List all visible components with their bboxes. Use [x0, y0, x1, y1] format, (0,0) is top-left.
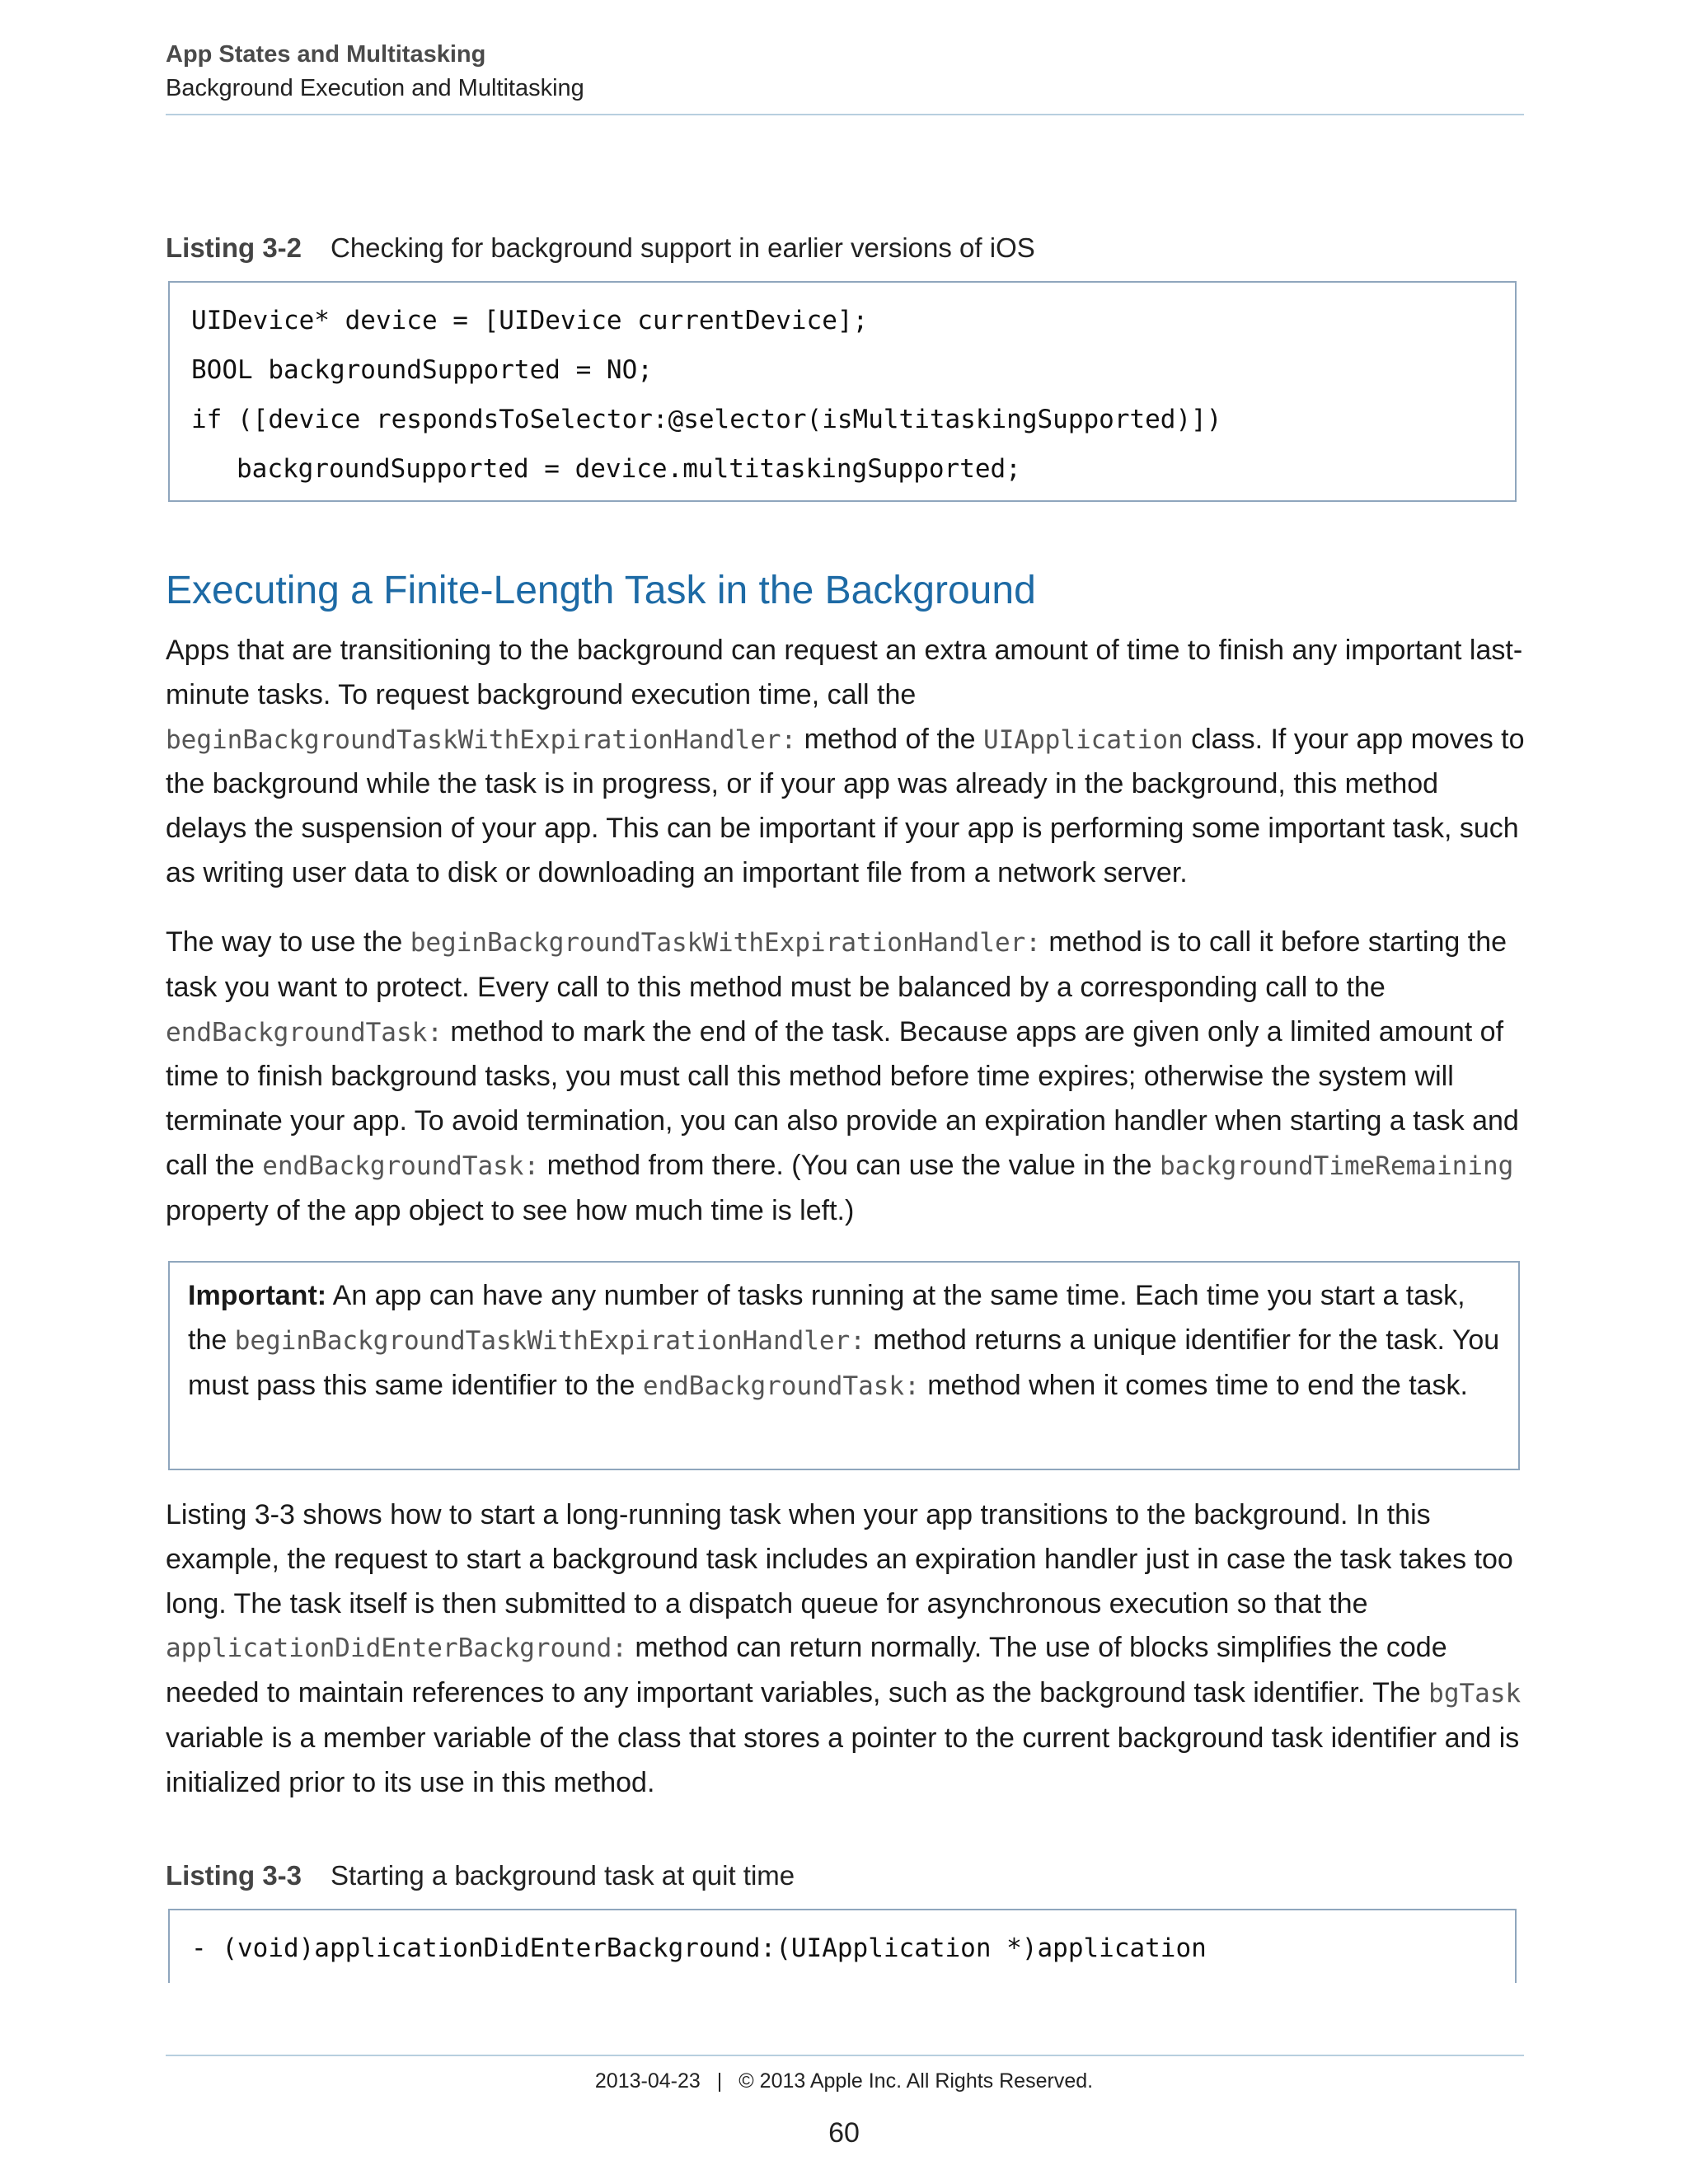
listing-3-2-code-block	[168, 281, 1517, 502]
listing-title: Checking for background support in earlier versions of iOS	[331, 232, 1035, 263]
text-run: Listing 3-3 shows how to start a long-running task when your app transitions to the background. In this example, the request to start a background task includes an expiration handler just in case the task takes too long. The task itself is then submitted to a dispatch queue for asynchronous execution so that the	[166, 1499, 1513, 1619]
important-note-box	[168, 1261, 1520, 1470]
code-line: if ([device respondsToSelector:@selector(isMultitaskingSupported)])	[191, 405, 1222, 434]
text-run: method from there. (You can use the value in the	[539, 1149, 1160, 1181]
text-run: property of the app object to see how much time is left.)	[166, 1194, 855, 1226]
footer	[0, 2064, 1688, 2097]
footer-copyright: © 2013 Apple Inc. All Rights Reserved.	[738, 2069, 1094, 2093]
code-symbol: bgTask	[1428, 1679, 1522, 1709]
listing-3-2-caption	[166, 231, 1035, 265]
text-run: method when it comes time to end the task.	[919, 1369, 1468, 1401]
code-symbol: endBackgroundTask:	[642, 1371, 920, 1401]
text-run: simplifies the code needed to maintain references to any important variables, such as the background task identifier. The	[166, 1632, 1447, 1709]
code-symbol: beginBackgroundTaskWithExpirationHandler:	[410, 928, 1041, 958]
paragraph-2	[166, 921, 1526, 1234]
paragraph-3	[166, 1493, 1526, 1806]
running-header	[166, 38, 584, 105]
code-line: UIDevice* device = [UIDevice currentDevice];	[191, 306, 869, 335]
listing-title: Starting a background task at quit time	[331, 1860, 795, 1891]
text-run: method can return normally. The use of	[626, 1632, 1130, 1664]
paragraph-1	[166, 629, 1526, 896]
code-symbol: applicationDidEnterBackground:	[166, 1633, 627, 1664]
footer-divider	[166, 2055, 1524, 2056]
header-divider	[166, 114, 1524, 115]
code-symbol: beginBackgroundTaskWithExpirationHandler:	[166, 724, 797, 755]
text-run: method is to call it before starting the task you want to protect. Every call to this method must be balanced by a corresponding call to the	[166, 926, 1507, 1003]
chapter-title: App States and Multitasking	[166, 41, 486, 68]
listing-label: Listing 3-3	[166, 1860, 302, 1891]
text-run: Apps that are transitioning to the background can request an extra amount of time to finish any important last-minute tasks. To request background execution time, call the	[166, 635, 1523, 710]
footer-separator: |	[716, 2069, 723, 2093]
code-line: backgroundSupported = device.multitaskingSupported;	[237, 454, 1021, 484]
text-run: method to mark the end of the task. Because apps are given only a limited amount of time to finish background tasks, you must call this method before time expires; otherwise the system will terminate your app. To avoid termination, you can also provide an expiration handler when starting a task and call the	[166, 1015, 1519, 1181]
text-run: class. If your app moves to the background while the task is in progress, or if your app was already in the background, this method delays the suspension of your app. This can be important if your app is performing some important task, such as writing user data to disk or downloading an important file from a network server.	[166, 723, 1525, 888]
listing-3-3-caption	[166, 1858, 795, 1893]
section-title: Background Execution and Multitasking	[166, 75, 584, 101]
code-symbol: backgroundTimeRemaining	[1160, 1151, 1514, 1181]
listing-label: Listing 3-2	[166, 232, 302, 263]
code-symbol: UIApplication	[983, 724, 1184, 755]
code-line: BOOL backgroundSupported = NO;	[191, 355, 653, 385]
footer-date: 2013-04-23	[594, 2069, 701, 2093]
section-heading: Executing a Finite-Length Task in the Background	[166, 569, 1036, 612]
blocks-link[interactable]: blocks	[1129, 1632, 1209, 1664]
code-symbol: endBackgroundTask:	[262, 1151, 540, 1181]
text-run: variable is a member variable of the class that stores a pointer to the current background task identifier and is initialized prior to its use in this method.	[166, 1722, 1520, 1798]
code-line: - (void)applicationDidEnterBackground:(UIApplication *)application	[191, 1933, 1207, 1963]
important-label: Important:	[188, 1280, 327, 1311]
listing-3-3-code-block	[168, 1909, 1517, 1983]
text-run: method of the	[796, 723, 984, 755]
text-run: The way to use the	[166, 926, 410, 958]
page-number: 60	[828, 2117, 860, 2149]
text-run: method returns a unique identifier for the task. You must pass this same identifier to the	[188, 1324, 1500, 1401]
code-symbol: endBackgroundTask:	[166, 1017, 443, 1047]
code-symbol: beginBackgroundTaskWithExpirationHandler:	[234, 1325, 865, 1356]
text-run: An app can have any number of tasks running at the same time. Each time you start a task, the	[188, 1280, 1465, 1356]
